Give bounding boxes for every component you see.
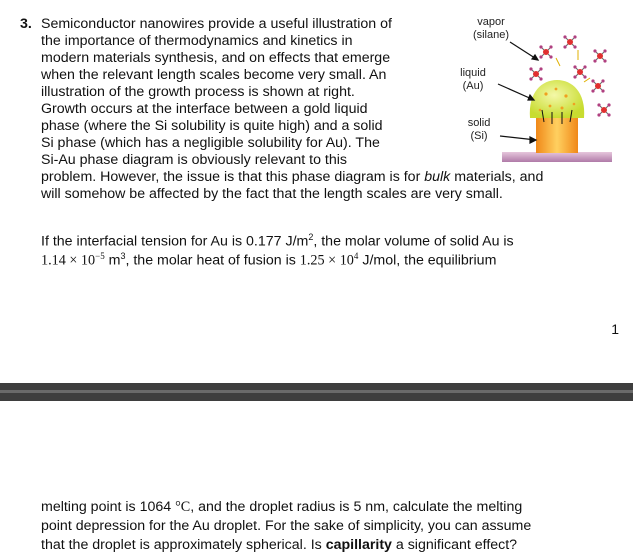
vapor-label: vapor xyxy=(477,16,505,28)
text-line: phase (where the Si solubility is quite high) and a solid xyxy=(41,118,383,134)
text-line: Semiconductor nanowires provide a useful illustration of xyxy=(41,16,392,32)
silicon-pillar xyxy=(536,116,578,153)
liquid-label: liquid xyxy=(460,67,486,79)
solid-sub-label: (Si) xyxy=(470,130,488,142)
text-line: that the droplet is approximately spherical. Is capillarity a significant effect? xyxy=(41,537,518,553)
page-number: 1 xyxy=(611,321,619,337)
capillarity-bold: capillarity xyxy=(325,537,392,553)
pointer-arrows xyxy=(498,42,538,143)
text-line: illustration of the growth process is shown at right. xyxy=(41,84,355,100)
text-line: when the relevant length scales become very small. An xyxy=(41,67,387,83)
text-line: melting point is 1064 °C, and the droplet radius is 5 nm, calculate the melting xyxy=(41,499,523,515)
liquid-sub-label: (Au) xyxy=(462,80,484,92)
text-line: Growth occurs at the interface between a gold liquid xyxy=(41,101,368,117)
text-line: point depression for the Au droplet. For the sake of simplicity, you can assume xyxy=(41,518,532,534)
text-line: problem. However, the issue is that this phase diagram is for bulk materials, and xyxy=(41,169,544,185)
heat-of-fusion-value: 1.25 × 10 xyxy=(299,252,354,269)
bulk-emphasis: bulk xyxy=(424,169,451,185)
gold-droplet xyxy=(530,80,584,118)
diagram-art xyxy=(450,14,620,174)
page-break xyxy=(0,383,633,401)
text-line: $1.14 \times 10^{-5}$ $m^3$, the molar heat of fusion is $1.25 \times 10^4$ J/mol, the equilibrium xyxy=(41,251,497,269)
text-line: modern materials synthesis, and on effects that emerge xyxy=(41,50,391,66)
substrate xyxy=(502,152,612,162)
text-line: If the interfacial tension for Au is 0.177 $J/m^2$, the molar volume of solid Au is xyxy=(41,232,514,250)
text-line: Si-Au phase diagram is obviously relevant to this xyxy=(41,152,347,168)
text-line: the importance of thermodynamics and kinetics in xyxy=(41,33,353,49)
molar-volume-value: 1.14 × 10 xyxy=(41,252,96,269)
text-line: Si phase (which has a negligible solubility for Au). The xyxy=(41,135,380,151)
text-line: will somehow be affected by the fact that the length scales are very small. xyxy=(41,186,503,202)
nanowire-growth-diagram xyxy=(450,14,620,174)
solid-label: solid xyxy=(467,117,491,129)
page-2 xyxy=(0,401,633,559)
problem-number: 3. xyxy=(20,16,32,32)
vapor-sub-label: (silane) xyxy=(472,29,510,41)
